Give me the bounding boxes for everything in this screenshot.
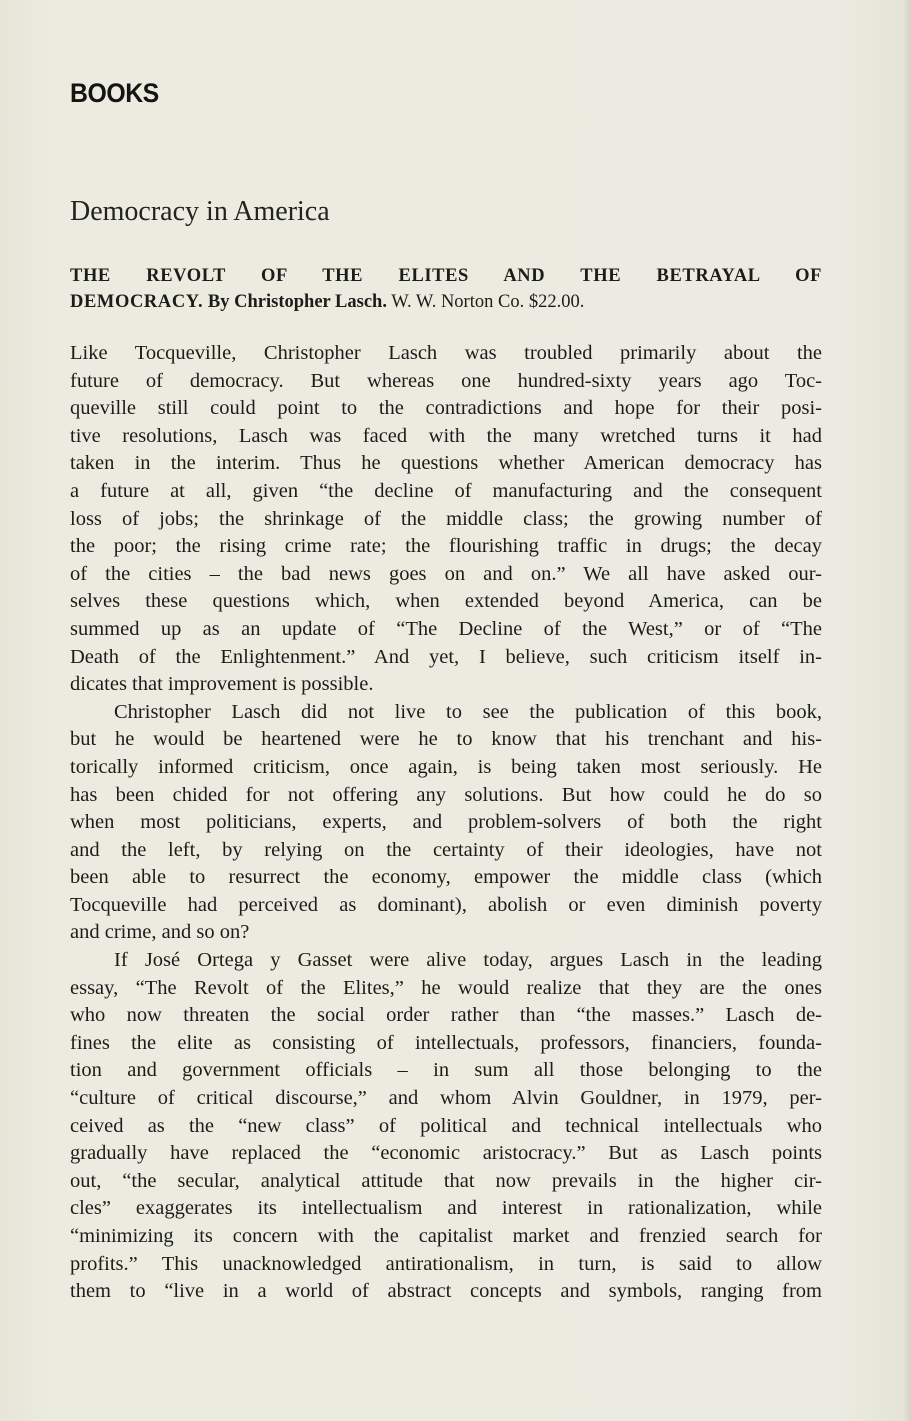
text-line: them to “live in a world of abstract concepts and symbols, ranging from xyxy=(70,1280,822,1303)
text-line: tion and government officials – in sum all those belonging to the xyxy=(70,1059,822,1082)
review-title: Democracy in America xyxy=(70,196,330,227)
text-line: tive resolutions, Lasch was faced with the many wretched turns it had xyxy=(70,424,822,447)
text-line: queville still could point to the contradictions and hope for their posi- xyxy=(70,397,822,420)
text-line: when most politicians, experts, and problem-solvers of both the right xyxy=(70,811,822,834)
citation-line-2 xyxy=(70,289,822,315)
text-line: ceived as the “new class” of political and technical intellectuals who xyxy=(70,1114,822,1137)
section-label: BOOKS xyxy=(70,78,159,108)
paragraph xyxy=(70,947,822,1306)
text-line: cles” exaggerates its intellectualism and interest in rationalization, while xyxy=(70,1197,822,1220)
text-line: summed up as an update of “The Decline of the West,” or of “The xyxy=(70,617,822,640)
text-line: Tocqueville had perceived as dominant), abolish or even diminish poverty xyxy=(70,893,822,916)
paragraph xyxy=(70,699,822,947)
text-line: a future at all, given “the decline of manufacturing and the consequent xyxy=(70,479,822,502)
text-line: and crime, and so on? xyxy=(70,921,250,944)
text-line: profits.” This unacknowledged antirationalism, in turn, is said to allow xyxy=(70,1252,822,1275)
publisher-price: W. W. Norton Co. $22.00. xyxy=(391,292,585,312)
paragraph xyxy=(70,340,822,699)
text-line: If José Ortega y Gasset were alive today, argues Lasch in the leading xyxy=(114,949,822,972)
text-line: “minimizing its concern with the capitalist market and frenzied search for xyxy=(70,1225,822,1247)
text-line: future of democracy. But whereas one hundred-sixty years ago Toc- xyxy=(70,369,822,392)
text-line: of the cities – the bad news goes on and on.” We all have asked our- xyxy=(70,562,822,585)
text-line: but he would be heartened were he to know that his trenchant and his- xyxy=(70,728,822,751)
text-line: Christopher Lasch did not live to see the publication of this book, xyxy=(114,700,822,723)
text-line: out, “the secular, analytical attitude that now prevails in the higher cir- xyxy=(70,1169,822,1192)
text-line: the poor; the rising crime rate; the flourishing traffic in drugs; the decay xyxy=(70,535,822,558)
text-line: essay, “The Revolt of the Elites,” he would realize that they are the ones xyxy=(70,976,822,999)
book-citation xyxy=(70,263,822,315)
text-line: gradually have replaced the “economic aristocracy.” But as Lasch points xyxy=(70,1142,822,1165)
text-line: “culture of critical discourse,” and whom Alvin Gouldner, in 1979, per- xyxy=(70,1087,822,1110)
text-line: and the left, by relying on the certainty of their ideologies, have not xyxy=(70,838,822,861)
text-line: fines the elite as consisting of intellectuals, professors, financiers, founda- xyxy=(70,1031,822,1054)
text-line: taken in the interim. Thus he questions whether American democracy has xyxy=(70,452,822,475)
citation-by: By xyxy=(207,292,230,312)
text-line: torically informed criticism, once again, is being taken most seriously. He xyxy=(70,755,822,778)
review-body xyxy=(70,340,822,1306)
citation-line-1 xyxy=(70,263,822,289)
text-line: Like Tocqueville, Christopher Lasch was troubled primarily about the xyxy=(70,342,822,364)
text-line: Death of the Enlightenment.” And yet, I believe, such criticism itself in- xyxy=(70,645,822,668)
text-line: dicates that improvement is possible. xyxy=(70,673,374,696)
book-title-line-2: DEMOCRACY. xyxy=(70,292,204,312)
text-line: been able to resurrect the economy, empower the middle class (which xyxy=(70,866,822,889)
text-line: selves these questions which, when extended beyond America, can be xyxy=(70,590,822,613)
text-line: who now threaten the social order rather than “the masses.” Lasch de- xyxy=(70,1004,822,1027)
text-line: has been chided for not offering any solutions. But how could he do so xyxy=(70,783,822,806)
book-title-line-1: THE REVOLT OF THE ELITES AND THE BETRAYAL OF xyxy=(70,266,822,286)
text-line: loss of jobs; the shrinkage of the middle class; the growing number of xyxy=(70,507,822,530)
page-edge-shadow xyxy=(903,0,911,1421)
author-name: Christopher Lasch. xyxy=(234,292,387,312)
